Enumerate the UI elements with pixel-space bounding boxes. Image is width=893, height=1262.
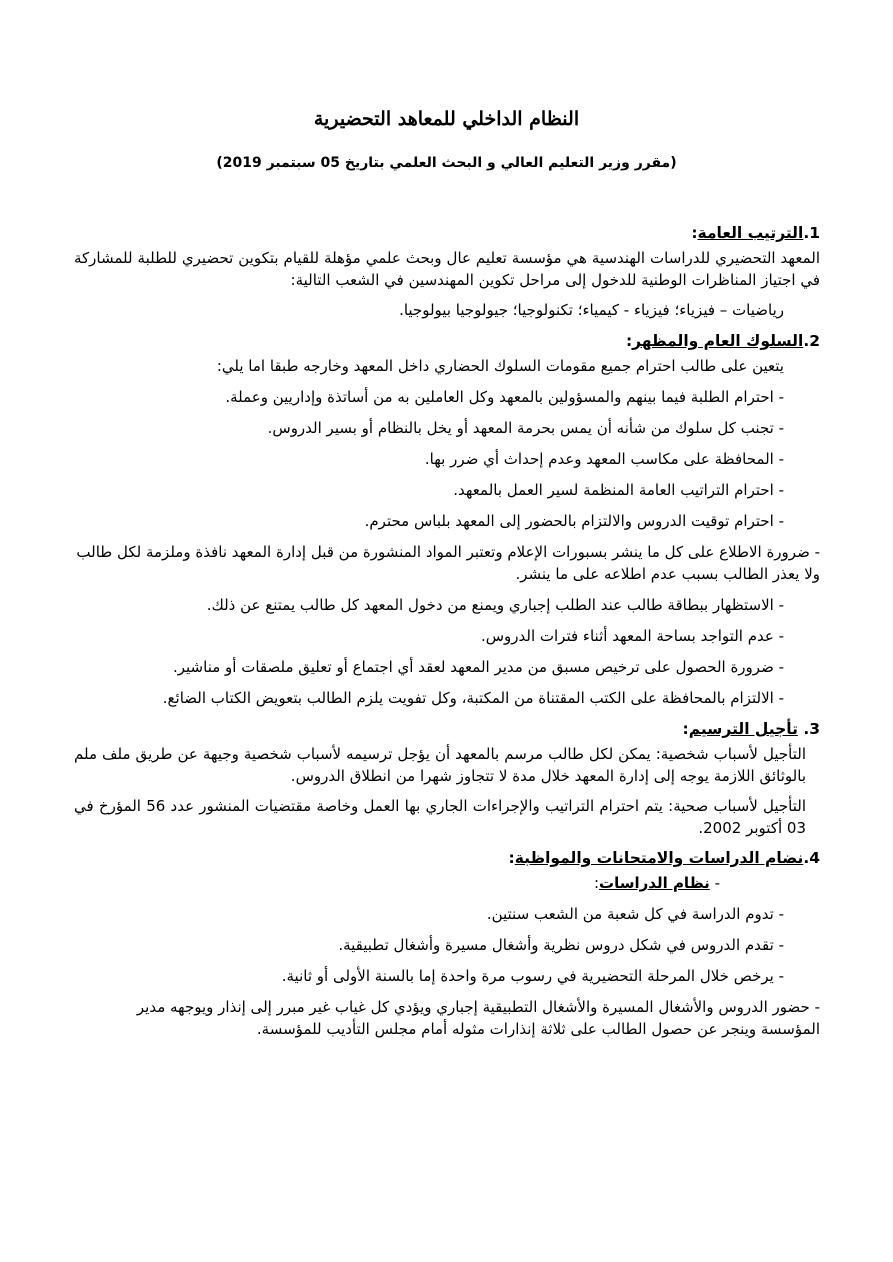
list-item: - تقدم الدروس في شكل دروس نظرية وأشغال مسيرة وأشغال تطبيقية.: [338, 936, 784, 954]
section-4-colon: :: [508, 849, 515, 867]
section-3-number: 3.: [803, 720, 820, 738]
list-item: - احترام توقيت الدروس والالتزام بالحضور إلى المعهد بلباس محترم.: [364, 512, 784, 530]
section-2-number: 2.: [803, 332, 820, 350]
section-3-colon: :: [682, 720, 689, 738]
list-item: - يرخص خلال المرحلة التحضيرية في رسوب مرة واحدة إما بالسنة الأولى أو ثانية.: [281, 967, 784, 985]
document-subtitle: (مقرر وزير التعليم العالي و البحث العلمي بتاريخ 05 سبتمبر 2019): [216, 155, 677, 171]
section-1-colon: :: [691, 224, 698, 242]
subsection-title: نظام الدراسات: [599, 874, 710, 892]
section-3-heading: [74, 718, 820, 740]
section-1-title: الترتيب العامة: [697, 224, 804, 242]
list-item: - تدوم الدراسة في كل شعبة من الشعب سنتين.: [486, 905, 784, 923]
section-2-title: السلوك العام والمظهر: [632, 332, 804, 350]
section-3-paragraph-personal: التأجيل لأسباب شخصية: يمكن لكل طالب مرسم بالمعهد أن يؤجل ترسيمه لأسباب شخصية وجيهة عن طريق ملف ملم بالوثائق اللازمة يوجه إلى إدارة المعهد خلال مدة لا تتجاوز شهرا من انطلاق الدروس.: [74, 745, 806, 785]
subsection-colon: :: [593, 874, 600, 892]
section-4-heading: [74, 847, 820, 869]
list-item: - الاستظهار ببطاقة طالب عند الطلب إجباري ويمنع من دخول المعهد كل طالب يمتنع عن ذلك.: [206, 596, 784, 614]
list-item: - عدم التواجد بساحة المعهد أثناء فترات الدروس.: [480, 627, 784, 645]
section-4-number: 4.: [803, 849, 820, 867]
subsection-heading: [74, 872, 820, 894]
section-3-paragraph-health: التأجيل لأسباب صحية: يتم احترام التراتيب والإجراءات الجاري بها العمل وخاصة مقتضيات المنشور عدد 56 المؤرخ في 03 أكتوبر 2002.: [74, 797, 806, 837]
section-1-number: 1.: [803, 224, 820, 242]
document-body: [74, 222, 820, 1049]
list-item: - احترام الطلبة فيما بينهم والمسؤولين بالمعهد وكل العاملين به من أساتذة وإداريين وعملة.: [225, 388, 784, 406]
list-item: - ضرورة الاطلاع على كل ما ينشر بسبورات الإعلام وتعتبر المواد المنشورة من قبل إدارة المعهد نافذة وملزمة لكل طالب ولا يعذر الطالب بسبب عدم اطلاعه على ما ينشر.: [76, 543, 820, 583]
section-2-colon: :: [625, 332, 633, 350]
document-title: النظام الداخلي للمعاهد التحضيرية: [313, 108, 580, 130]
section-4-title: نضام الدراسات والامتحانات والمواظبة: [514, 849, 804, 867]
section-1-heading: [74, 222, 820, 244]
list-item: - ضرورة الحصول على ترخيص مسبق من مدير المعهد لعقد أي اجتماع أو تعليق ملصقات أو مناشير.: [172, 658, 784, 676]
list-item: - حضور الدروس والأشغال المسيرة والأشغال التطبيقية إجباري ويؤدي كل غياب غير مبرر إلى إنذار ويوجهه مدير المؤسسة وينجر عن حصول الطالب على ثلاثة إنذارات مثوله أمام مجلس التأديب للمؤسسة.: [136, 998, 820, 1038]
section-2-intro: يتعين على طالب احترام جميع مقومات السلوك الحضاري داخل المعهد وخارجه طبقا اما يلي:: [216, 357, 784, 375]
section-2-heading: [74, 330, 820, 352]
list-item: - تجنب كل سلوك من شأنه أن يمس بحرمة المعهد أو يخل بالنظام أو بسير الدروس.: [267, 419, 784, 437]
section-1-branches: رياضيات – فيزياء؛ فيزياء - كيمياء؛ تكنولوجيا؛ جيولوجيا بيولوجيا.: [399, 301, 784, 319]
list-item: - الالتزام بالمحافظة على الكتب المقتناة من المكتبة، وكل تفويت يلزم الطالب بتعويض الكتاب الضائع.: [162, 689, 784, 707]
list-item: - المحافظة على مكاسب المعهد وعدم إحداث أي ضرر بها.: [424, 450, 784, 468]
list-item: - احترام التراتيب العامة المنظمة لسير العمل بالمعهد.: [453, 481, 784, 499]
section-3-title: تأجيل الترسيم: [688, 720, 798, 738]
subsection-dash: -: [709, 874, 720, 892]
section-1-paragraph: المعهد التحضيري للدراسات الهندسية هي مؤسسة تعليم عال وبحث علمي مؤهلة للقيام بتكوين تحضيري للطلبة للمشاركة في اجتياز المناظرات الوطنية للدخول إلى مراحل تكوين المهندسين في الشعب التالية:: [74, 249, 820, 289]
